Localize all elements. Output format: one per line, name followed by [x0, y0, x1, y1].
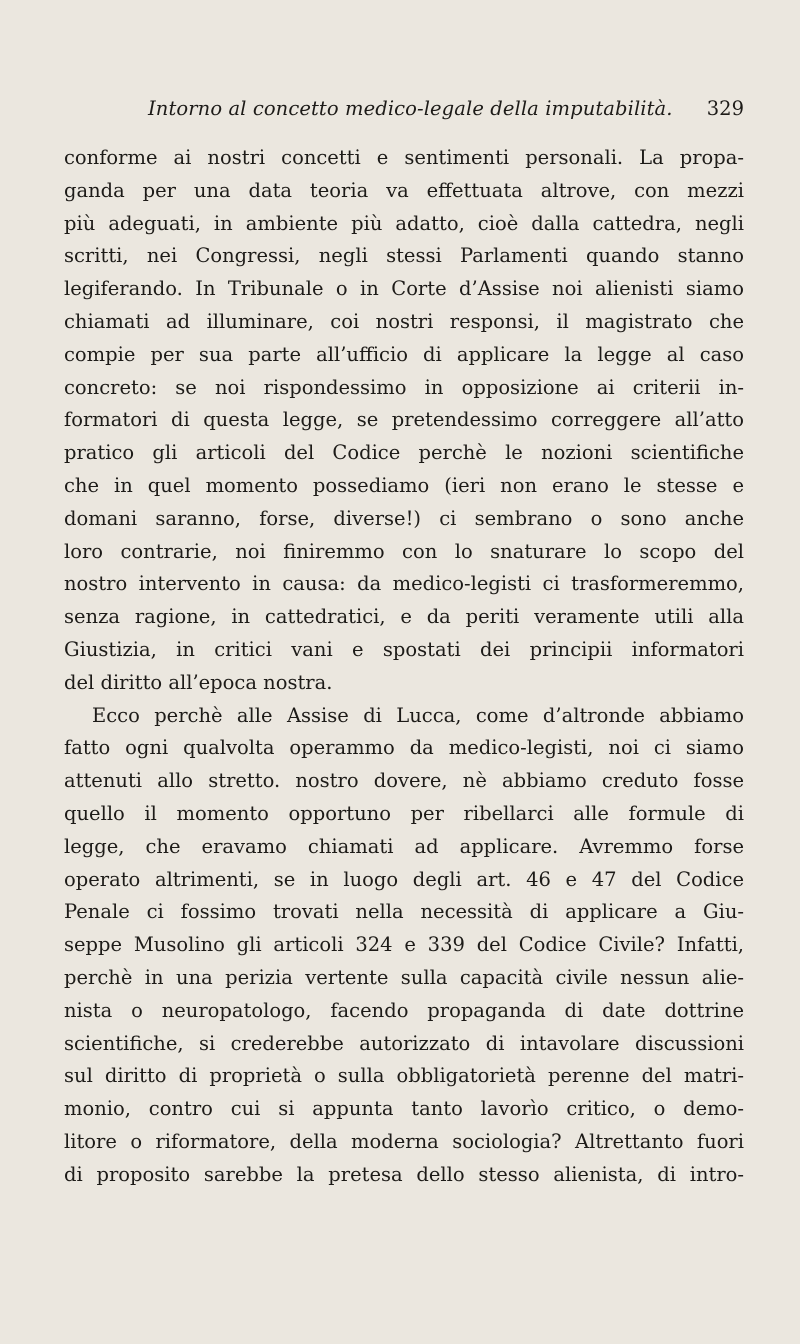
- text-line: chiamati ad illuminare, coi nostri responsi, il magistrato che: [64, 309, 744, 333]
- running-title: Intorno al concetto medico-legale della imputabilità.: [148, 97, 673, 120]
- page-number: 329: [706, 97, 744, 120]
- text-line: quello il momento opportuno per ribellarci alle formule di: [64, 801, 744, 825]
- text-line: più adeguati, in ambiente più adatto, cioè dalla cattedra, negli: [64, 211, 744, 235]
- text-line: Giustizia, in critici vani e spostati dei principii informatori: [64, 637, 744, 661]
- text-line: legge, che eravamo chiamati ad applicare. Avremmo forse: [64, 834, 744, 858]
- running-head: [64, 97, 744, 125]
- text-line: formatori di questa legge, se pretendessimo correggere all’atto: [64, 408, 744, 432]
- text-line: domani saranno, forse, diverse!) ci sembrano o sono anche: [64, 506, 744, 530]
- text-line: conforme ai nostri concetti e sentimenti personali. La propa-: [64, 146, 744, 169]
- text-line: perchè in una perizia vertente sulla capacità civile nessun alie-: [64, 965, 744, 989]
- text-line: pratico gli articoli del Codice perchè le nozioni scientifiche: [64, 441, 744, 465]
- text-line: nostro intervento in causa: da medico-legisti ci trasformeremmo,: [64, 572, 744, 596]
- text-line: nista o neuropatologo, facendo propaganda di date dottrine: [64, 998, 744, 1022]
- text-line: monio, contro cui si appunta tanto lavorìo critico, o demo-: [64, 1097, 744, 1121]
- text-line: che in quel momento possediamo (ieri non erano le stesse e: [64, 473, 744, 497]
- text-line: di proposito sarebbe la pretesa dello stesso alienista, di intro-: [64, 1162, 744, 1186]
- body-text: [64, 142, 744, 1192]
- text-line: concreto: se noi rispondessimo in opposizione ai criterii in-: [64, 375, 744, 399]
- text-line: ganda per una data teoria va effettuata altrove, con mezzi: [64, 178, 744, 202]
- paragraph-end-line: del diritto all’epoca nostra.: [64, 670, 333, 694]
- text-line: loro contrarie, noi finiremmo con lo snaturare lo scopo del: [64, 539, 744, 563]
- text-line: sul diritto di proprietà o sulla obbligatorietà perenne del matri-: [64, 1064, 744, 1088]
- text-line: compie per sua parte all’ufficio di applicare la legge al caso: [64, 342, 744, 366]
- text-line: litore o riformatore, della moderna sociologia? Altrettanto fuori: [64, 1129, 744, 1153]
- text-line: scientifiche, si crederebbe autorizzato di intavolare discussioni: [64, 1031, 744, 1055]
- text-line: legiferando. In Tribunale o in Corte d’Assise noi alienisti siamo: [64, 277, 744, 301]
- text-line: operato altrimenti, se in luogo degli art. 46 e 47 del Codice: [64, 867, 744, 891]
- text-line: fatto ogni qualvolta operammo da medico-legisti, noi ci siamo: [64, 736, 744, 760]
- text-line: attenuti allo stretto. nostro dovere, nè abbiamo creduto fosse: [64, 769, 744, 793]
- text-line: Penale ci fossimo trovati nella necessità di applicare a Giu-: [64, 900, 744, 924]
- text-line: seppe Musolino gli articoli 324 e 339 del Codice Civile? Infatti,: [64, 933, 744, 957]
- paragraph-first-line: Ecco perchè alle Assise di Lucca, come d’altronde abbiamo: [92, 703, 744, 727]
- text-line: scritti, nei Congressi, negli stessi Parlamenti quando stanno: [64, 244, 744, 268]
- text-line: senza ragione, in cattedratici, e da periti veramente utili alla: [64, 605, 744, 629]
